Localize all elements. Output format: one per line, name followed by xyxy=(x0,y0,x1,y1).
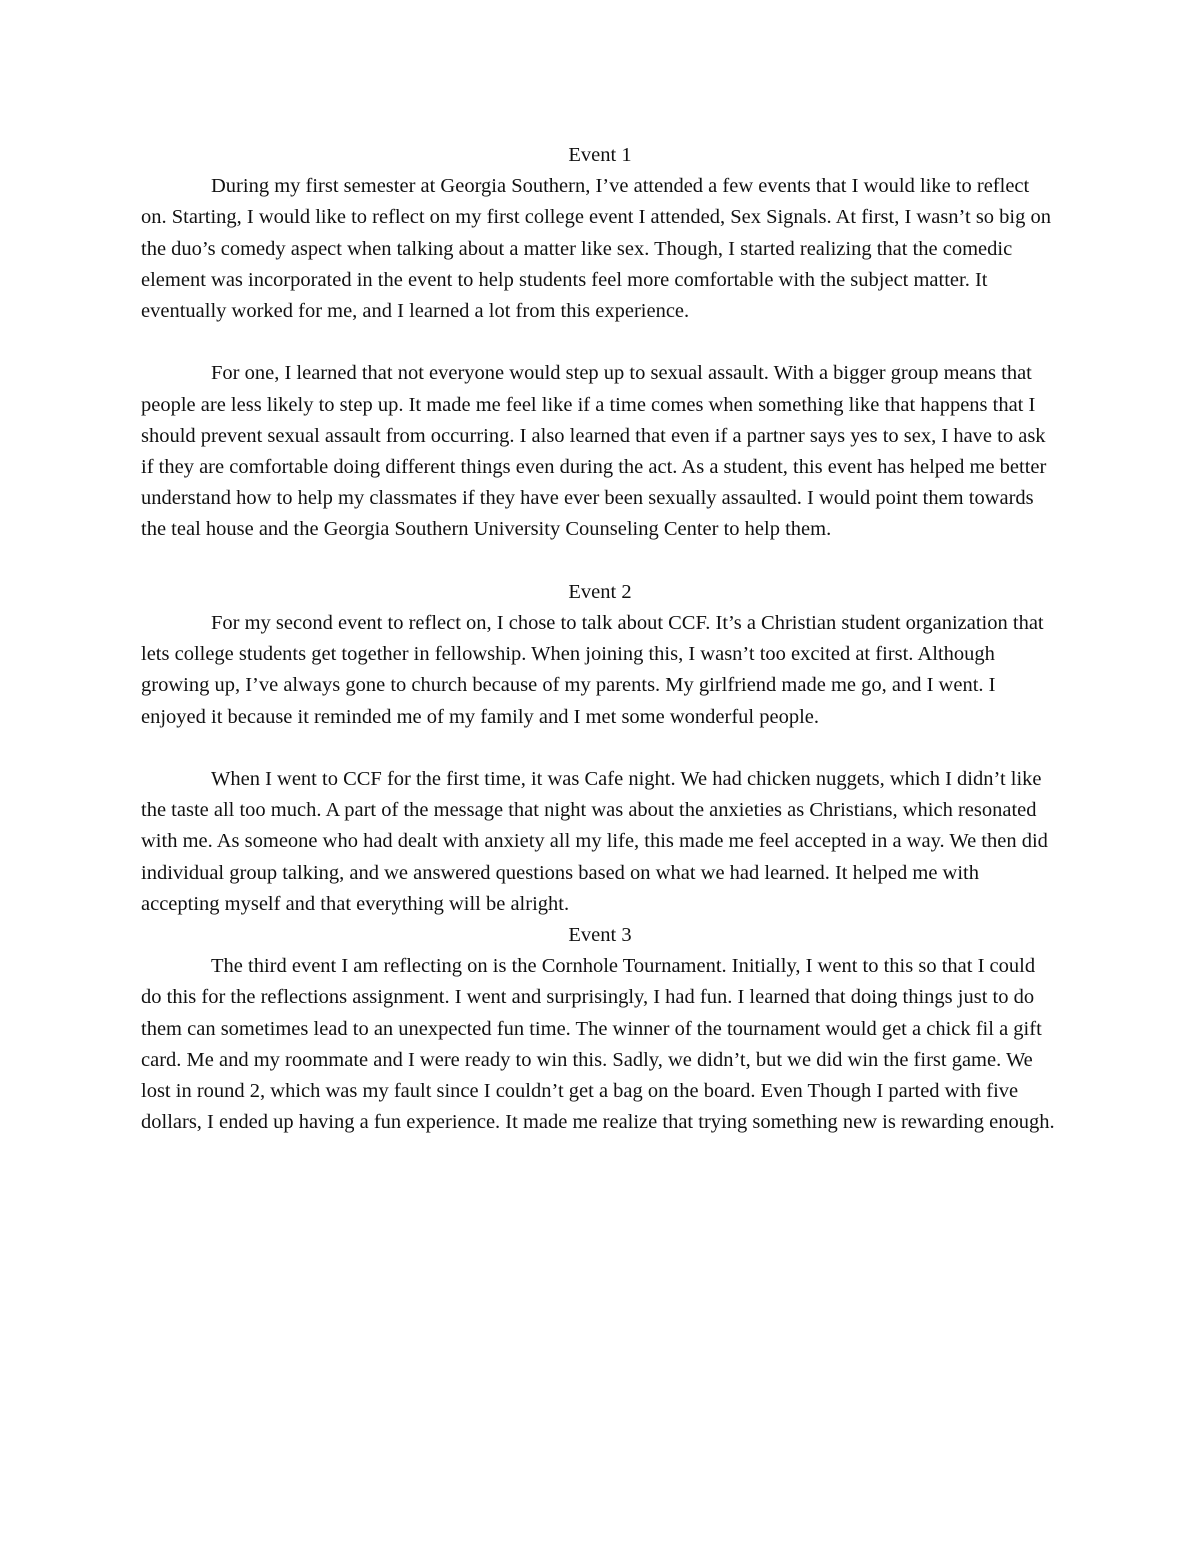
event-2-paragraph-2: When I went to CCF for the first time, it was Cafe night. We had chicken nuggets, which I didn’t like the taste all too much. A part of the message that night was about the anxieties as Christians, which resonated with me. As someone who had dealt with anxiety all my life, this made me feel accepted in a way. We then did individual group talking, and we answered questions based on what we had learned. It helped me with accepting myself and that everything will be alright. xyxy=(141,768,1048,915)
paragraph-spacer xyxy=(141,733,1059,764)
paragraph-spacer xyxy=(141,327,1059,358)
event-3-paragraph-1: The third event I am reflecting on is the Cornhole Tournament. Initially, I went to this so that I could do this for the reflections assignment. I went and surprisingly, I had fun. I learned that doing things just to do them can sometimes lead to an unexpected fun time. The winner of the tournament would get a chick fil a gift card. Me and my roommate and I were ready to win this. Sadly, we didn’t, but we did win the first game. We lost in round 2, which was my fault since I couldn’t get a bag on the board. Even Though I parted with five dollars, I ended up having a fun experience. It made me realize that trying something new is rewarding enough. xyxy=(141,955,1055,1134)
event-1-paragraph-1: During my first semester at Georgia Southern, I’ve attended a few events that I would like to reflect on. Starting, I would like to reflect on my first college event I attended, Sex Signals. At first, I wasn’t so big on the duo’s comedy aspect when talking about a matter like sex. Though, I started realizing that the comedic element was incorporated in the event to help students feel more comfortable with the subject matter. It eventually worked for me, and I learned a lot from this experience. xyxy=(141,175,1051,323)
event-2-paragraph-1: For my second event to reflect on, I chose to talk about CCF. It’s a Christian student organization that lets college students get together in fellowship. When joining this, I wasn’t too excited at first. Although growing up, I’ve always gone to church because of my parents. My girlfriend made me go, and I went. I enjoyed it because it reminded me of my family and I met some wonderful people. xyxy=(141,612,1044,728)
event-2-heading: Event 2 xyxy=(568,580,632,603)
event-1-paragraph-2: For one, I learned that not everyone would step up to sexual assault. With a bigger group means that people are less likely to step up. It made me feel like if a time comes when something like that happens that I should prevent sexual assault from occurring. I also learned that even if a partner says yes to sex, I have to ask if they are comfortable doing different things even during the act. As a student, this event has helped me better understand how to help my classmates if they have ever been sexually assaulted. I would point them towards the teal house and the Georgia Southern University Counseling Center to help them. xyxy=(141,362,1047,541)
event-3-heading: Event 3 xyxy=(568,924,632,947)
section-spacer xyxy=(141,546,1059,577)
event-1-heading: Event 1 xyxy=(568,144,632,166)
document-page xyxy=(141,140,1059,1138)
